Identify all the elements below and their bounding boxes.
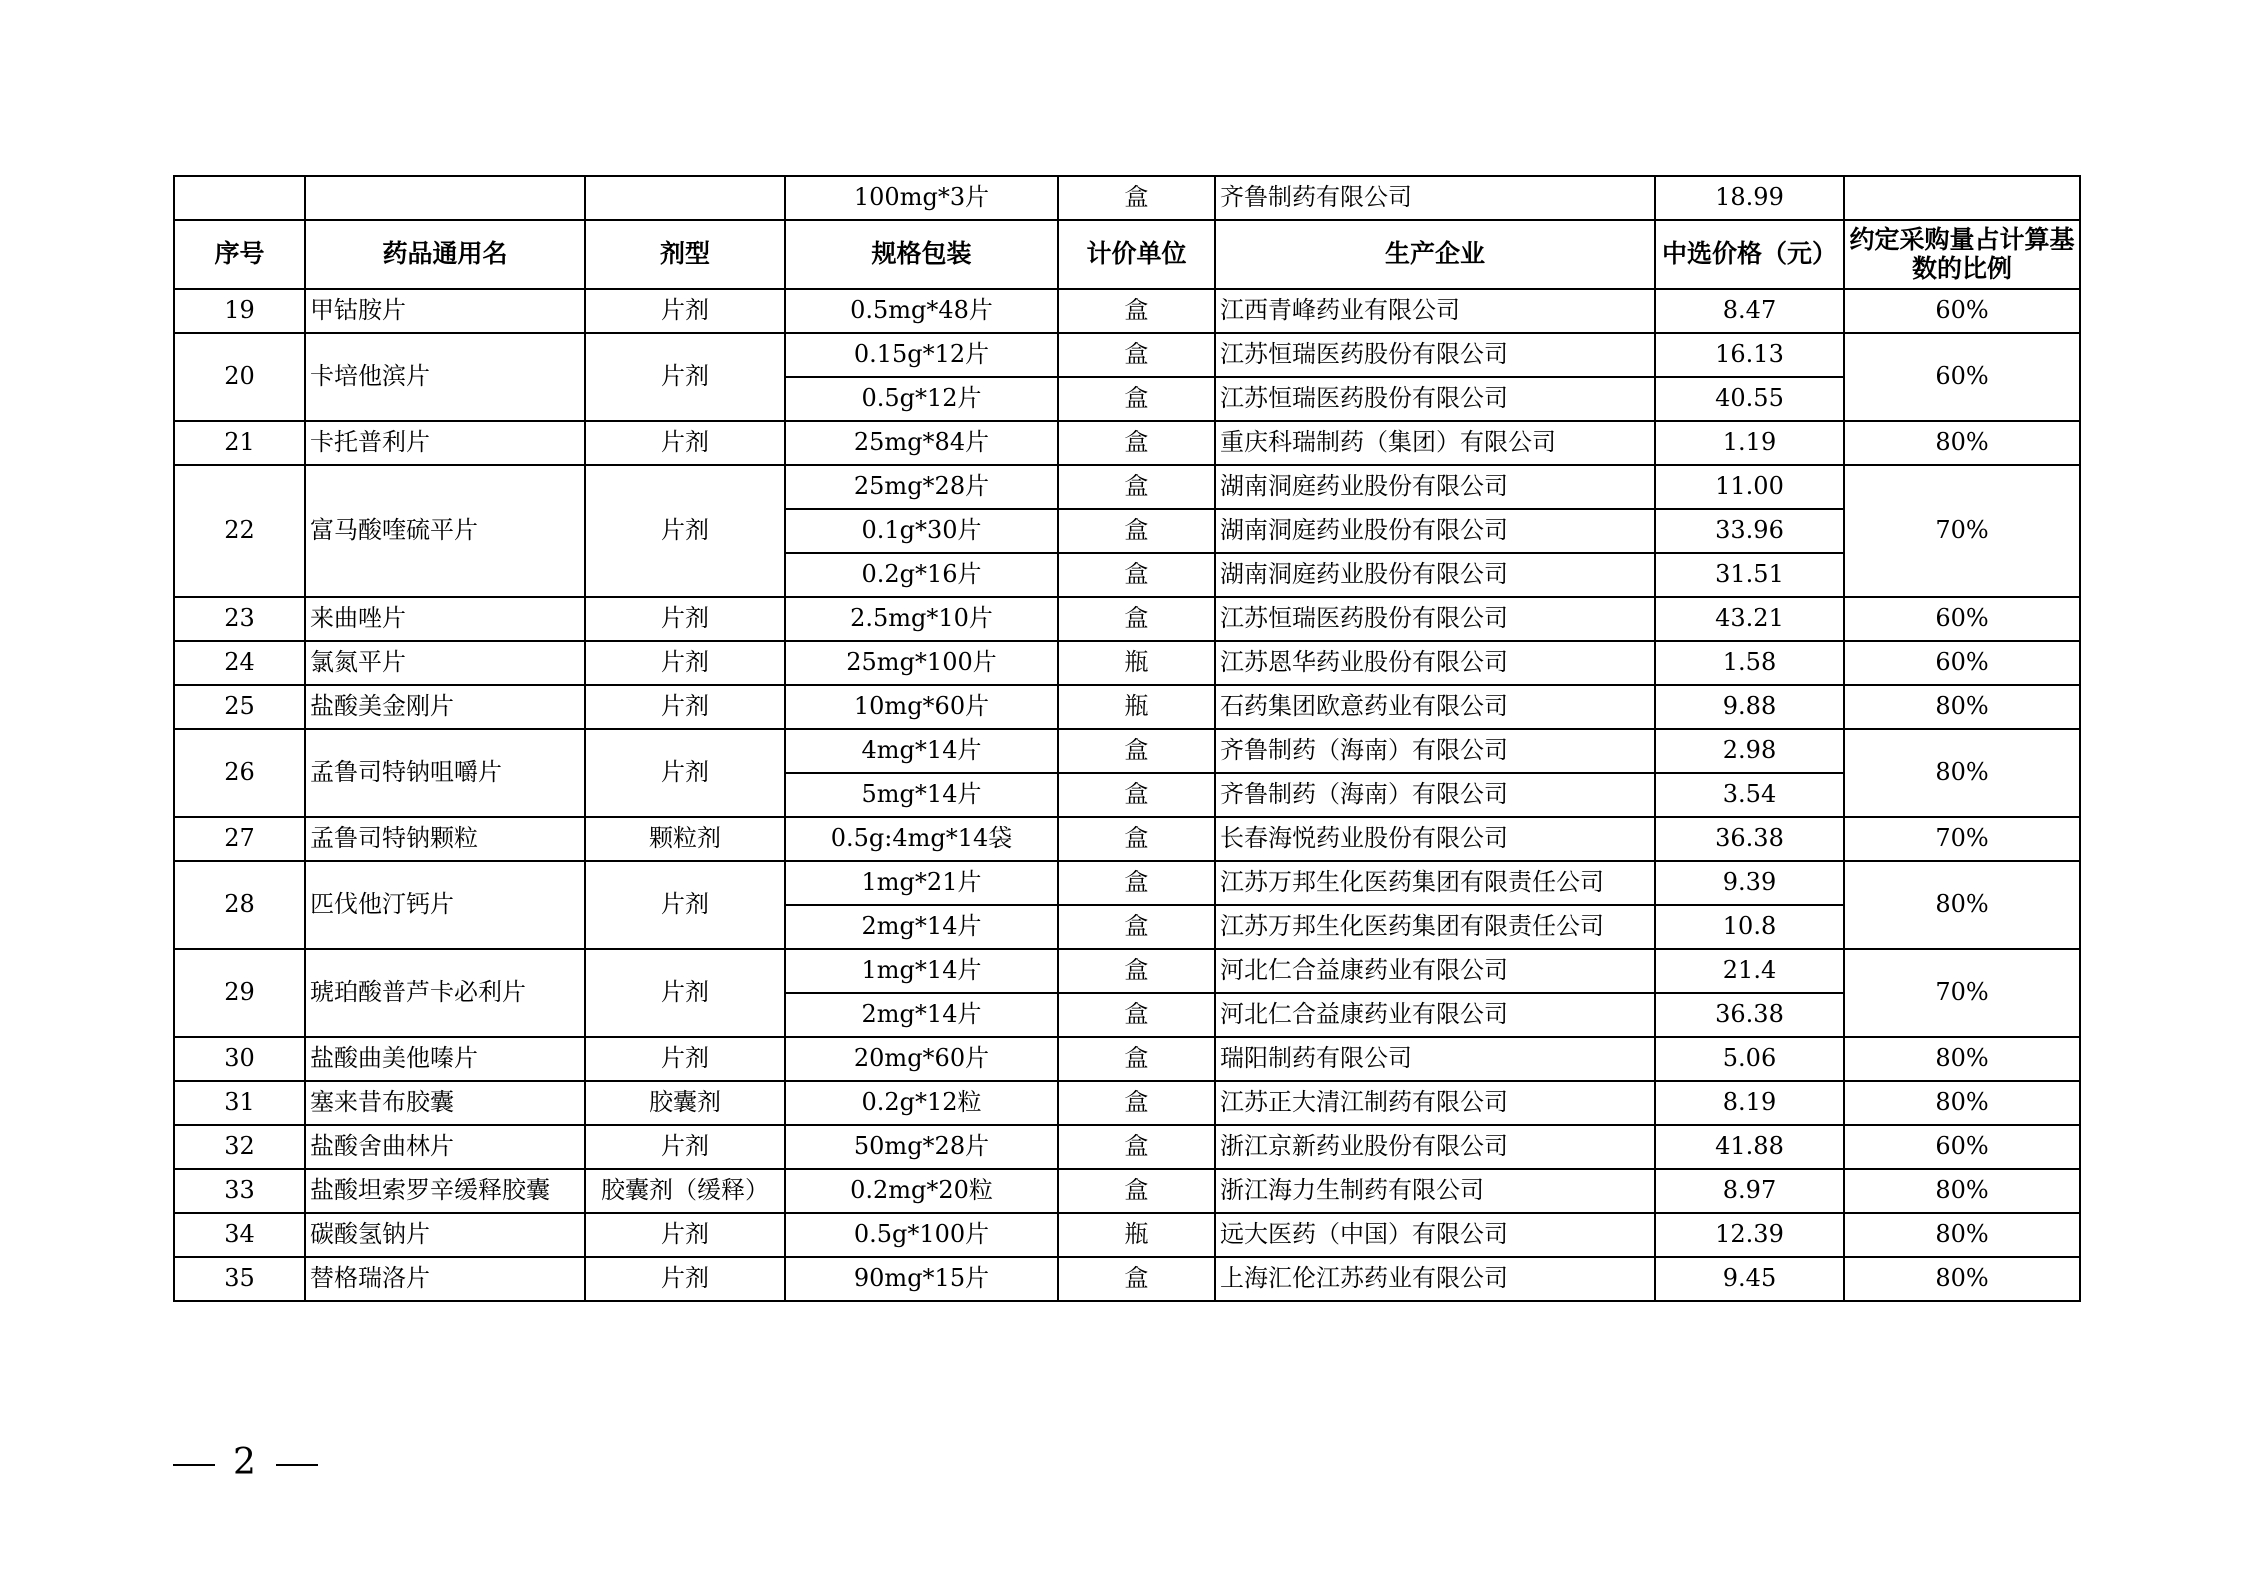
header-company: 生产企业 <box>1215 220 1655 289</box>
cell-unit: 瓶 <box>1058 1213 1215 1257</box>
cell-price: 9.45 <box>1655 1257 1844 1301</box>
table-row <box>174 465 2080 509</box>
cell-no: 34 <box>174 1213 305 1257</box>
cell-company: 湖南洞庭药业股份有限公司 <box>1215 465 1655 509</box>
cell-no <box>174 176 305 220</box>
cell-spec: 5mg*14片 <box>785 773 1058 817</box>
table-row <box>174 421 2080 465</box>
cell-name: 孟鲁司特钠咀嚼片 <box>305 729 585 817</box>
cell-price: 36.38 <box>1655 817 1844 861</box>
cell-unit: 瓶 <box>1058 641 1215 685</box>
cell-name: 塞来昔布胶囊 <box>305 1081 585 1125</box>
cell-name: 卡培他滨片 <box>305 333 585 421</box>
cell-spec: 0.2mg*20粒 <box>785 1169 1058 1213</box>
cell-unit: 盒 <box>1058 176 1215 220</box>
cell-price: 31.51 <box>1655 553 1844 597</box>
cell-unit: 盒 <box>1058 1037 1215 1081</box>
header-form: 剂型 <box>585 220 785 289</box>
page-footer <box>173 1442 318 1483</box>
cell-company: 江苏正大清江制药有限公司 <box>1215 1081 1655 1125</box>
cell-price: 11.00 <box>1655 465 1844 509</box>
cell-price: 12.39 <box>1655 1213 1844 1257</box>
table-row <box>174 817 2080 861</box>
cell-company: 浙江京新药业股份有限公司 <box>1215 1125 1655 1169</box>
cell-name: 盐酸曲美他嗪片 <box>305 1037 585 1081</box>
cell-spec: 25mg*100片 <box>785 641 1058 685</box>
header-row <box>174 220 2080 289</box>
cell-form <box>585 176 785 220</box>
cell-company: 江苏万邦生化医药集团有限责任公司 <box>1215 905 1655 949</box>
cell-company: 江苏恒瑞医药股份有限公司 <box>1215 377 1655 421</box>
cell-name: 孟鲁司特钠颗粒 <box>305 817 585 861</box>
cell-no: 31 <box>174 1081 305 1125</box>
cell-ratio: 80% <box>1844 729 2080 817</box>
cell-price: 41.88 <box>1655 1125 1844 1169</box>
cell-spec: 0.2g*12粒 <box>785 1081 1058 1125</box>
cell-unit: 盒 <box>1058 905 1215 949</box>
cell-ratio: 80% <box>1844 421 2080 465</box>
table-row <box>174 861 2080 905</box>
cell-spec: 2mg*14片 <box>785 993 1058 1037</box>
cell-price: 18.99 <box>1655 176 1844 220</box>
cell-price: 43.21 <box>1655 597 1844 641</box>
drug-procurement-table <box>173 175 2081 1302</box>
cell-price: 5.06 <box>1655 1037 1844 1081</box>
cell-form: 片剂 <box>585 1213 785 1257</box>
footer-dash-left <box>173 1464 215 1466</box>
cell-name <box>305 176 585 220</box>
cell-price: 9.88 <box>1655 685 1844 729</box>
cell-form: 胶囊剂 <box>585 1081 785 1125</box>
cell-no: 20 <box>174 333 305 421</box>
table-row <box>174 597 2080 641</box>
cell-company: 湖南洞庭药业股份有限公司 <box>1215 509 1655 553</box>
cell-company: 远大医药（中国）有限公司 <box>1215 1213 1655 1257</box>
cell-spec: 0.2g*16片 <box>785 553 1058 597</box>
cell-spec: 2.5mg*10片 <box>785 597 1058 641</box>
cell-spec: 25mg*84片 <box>785 421 1058 465</box>
cell-company: 河北仁合益康药业有限公司 <box>1215 949 1655 993</box>
cell-spec: 0.5g:4mg*14袋 <box>785 817 1058 861</box>
table-row <box>174 685 2080 729</box>
cell-no: 22 <box>174 465 305 597</box>
cell-no: 32 <box>174 1125 305 1169</box>
cell-unit: 盒 <box>1058 861 1215 905</box>
cell-form: 颗粒剂 <box>585 817 785 861</box>
cell-form: 片剂 <box>585 949 785 1037</box>
cell-no: 28 <box>174 861 305 949</box>
table-row <box>174 333 2080 377</box>
cell-unit: 盒 <box>1058 597 1215 641</box>
cell-spec: 2mg*14片 <box>785 905 1058 949</box>
cell-name: 氯氮平片 <box>305 641 585 685</box>
cell-unit: 盒 <box>1058 289 1215 333</box>
cell-company: 江苏恩华药业股份有限公司 <box>1215 641 1655 685</box>
cell-company: 江苏恒瑞医药股份有限公司 <box>1215 597 1655 641</box>
cell-spec: 0.1g*30片 <box>785 509 1058 553</box>
cell-price: 8.97 <box>1655 1169 1844 1213</box>
table-row <box>174 1037 2080 1081</box>
cell-price: 1.19 <box>1655 421 1844 465</box>
cell-company: 重庆科瑞制药（集团）有限公司 <box>1215 421 1655 465</box>
cell-ratio: 60% <box>1844 597 2080 641</box>
cell-form: 片剂 <box>585 861 785 949</box>
cell-price: 10.8 <box>1655 905 1844 949</box>
cell-unit: 瓶 <box>1058 685 1215 729</box>
header-ratio: 约定采购量占计算基数的比例 <box>1844 220 2080 289</box>
cell-ratio: 80% <box>1844 1169 2080 1213</box>
cell-name: 来曲唑片 <box>305 597 585 641</box>
cell-price: 40.55 <box>1655 377 1844 421</box>
cell-ratio: 80% <box>1844 1257 2080 1301</box>
cell-ratio: 60% <box>1844 333 2080 421</box>
cell-price: 8.19 <box>1655 1081 1844 1125</box>
cell-price: 3.54 <box>1655 773 1844 817</box>
cell-form: 片剂 <box>585 641 785 685</box>
cell-company: 齐鲁制药（海南）有限公司 <box>1215 729 1655 773</box>
cell-price: 36.38 <box>1655 993 1844 1037</box>
cell-ratio: 80% <box>1844 1081 2080 1125</box>
table-row <box>174 1169 2080 1213</box>
cell-price: 9.39 <box>1655 861 1844 905</box>
cell-company: 瑞阳制药有限公司 <box>1215 1037 1655 1081</box>
cell-spec: 100mg*3片 <box>785 176 1058 220</box>
cell-unit: 盒 <box>1058 1125 1215 1169</box>
cell-company: 上海汇伦江苏药业有限公司 <box>1215 1257 1655 1301</box>
cell-name: 盐酸美金刚片 <box>305 685 585 729</box>
cell-spec: 1mg*14片 <box>785 949 1058 993</box>
cell-spec: 20mg*60片 <box>785 1037 1058 1081</box>
table-row <box>174 729 2080 773</box>
cell-no: 35 <box>174 1257 305 1301</box>
cell-unit: 盒 <box>1058 333 1215 377</box>
cell-no: 26 <box>174 729 305 817</box>
cell-price: 21.4 <box>1655 949 1844 993</box>
table-row <box>174 1081 2080 1125</box>
cell-form: 胶囊剂（缓释） <box>585 1169 785 1213</box>
cell-unit: 盒 <box>1058 421 1215 465</box>
cell-unit: 盒 <box>1058 1257 1215 1301</box>
table-row <box>174 1213 2080 1257</box>
cell-no: 23 <box>174 597 305 641</box>
cell-ratio: 80% <box>1844 685 2080 729</box>
cell-form: 片剂 <box>585 289 785 333</box>
cell-no: 30 <box>174 1037 305 1081</box>
cell-unit: 盒 <box>1058 1081 1215 1125</box>
cell-form: 片剂 <box>585 465 785 597</box>
cell-spec: 0.5g*12片 <box>785 377 1058 421</box>
cell-form: 片剂 <box>585 685 785 729</box>
cell-ratio: 70% <box>1844 465 2080 597</box>
cell-name: 匹伐他汀钙片 <box>305 861 585 949</box>
cell-unit: 盒 <box>1058 509 1215 553</box>
cell-ratio: 70% <box>1844 817 2080 861</box>
table-row <box>174 949 2080 993</box>
cell-name: 盐酸坦索罗辛缓释胶囊 <box>305 1169 585 1213</box>
cell-unit: 盒 <box>1058 729 1215 773</box>
cell-price: 33.96 <box>1655 509 1844 553</box>
cell-company: 齐鲁制药有限公司 <box>1215 176 1655 220</box>
cell-form: 片剂 <box>585 1037 785 1081</box>
cell-company: 江西青峰药业有限公司 <box>1215 289 1655 333</box>
cell-company: 长春海悦药业股份有限公司 <box>1215 817 1655 861</box>
cell-ratio: 60% <box>1844 641 2080 685</box>
cell-unit: 盒 <box>1058 1169 1215 1213</box>
cell-company: 江苏万邦生化医药集团有限责任公司 <box>1215 861 1655 905</box>
cell-spec: 90mg*15片 <box>785 1257 1058 1301</box>
cell-price: 8.47 <box>1655 289 1844 333</box>
header-price: 中选价格（元） <box>1655 220 1844 289</box>
cell-company: 齐鲁制药（海南）有限公司 <box>1215 773 1655 817</box>
table-row <box>174 1125 2080 1169</box>
cell-unit: 盒 <box>1058 553 1215 597</box>
cell-price: 16.13 <box>1655 333 1844 377</box>
cell-name: 甲钴胺片 <box>305 289 585 333</box>
cell-spec: 0.5mg*48片 <box>785 289 1058 333</box>
cell-company: 河北仁合益康药业有限公司 <box>1215 993 1655 1037</box>
cell-spec: 10mg*60片 <box>785 685 1058 729</box>
continuation-row <box>174 176 2080 220</box>
table-row <box>174 641 2080 685</box>
cell-ratio <box>1844 176 2080 220</box>
cell-spec: 1mg*21片 <box>785 861 1058 905</box>
cell-form: 片剂 <box>585 333 785 421</box>
cell-form: 片剂 <box>585 1257 785 1301</box>
table-row <box>174 1257 2080 1301</box>
cell-name: 碳酸氢钠片 <box>305 1213 585 1257</box>
header-unit: 计价单位 <box>1058 220 1215 289</box>
cell-ratio: 80% <box>1844 1213 2080 1257</box>
cell-ratio: 60% <box>1844 1125 2080 1169</box>
cell-no: 29 <box>174 949 305 1037</box>
header-no: 序号 <box>174 220 305 289</box>
cell-name: 盐酸舍曲林片 <box>305 1125 585 1169</box>
cell-unit: 盒 <box>1058 377 1215 421</box>
table-row <box>174 289 2080 333</box>
cell-no: 24 <box>174 641 305 685</box>
cell-unit: 盒 <box>1058 993 1215 1037</box>
cell-company: 浙江海力生制药有限公司 <box>1215 1169 1655 1213</box>
cell-name: 富马酸喹硫平片 <box>305 465 585 597</box>
cell-spec: 4mg*14片 <box>785 729 1058 773</box>
cell-unit: 盒 <box>1058 949 1215 993</box>
cell-price: 1.58 <box>1655 641 1844 685</box>
cell-ratio: 60% <box>1844 289 2080 333</box>
cell-price: 2.98 <box>1655 729 1844 773</box>
cell-no: 27 <box>174 817 305 861</box>
cell-no: 21 <box>174 421 305 465</box>
cell-form: 片剂 <box>585 597 785 641</box>
cell-company: 湖南洞庭药业股份有限公司 <box>1215 553 1655 597</box>
page-number: 2 <box>233 1442 258 1483</box>
cell-company: 石药集团欧意药业有限公司 <box>1215 685 1655 729</box>
cell-form: 片剂 <box>585 729 785 817</box>
cell-spec: 50mg*28片 <box>785 1125 1058 1169</box>
cell-company: 江苏恒瑞医药股份有限公司 <box>1215 333 1655 377</box>
cell-unit: 盒 <box>1058 817 1215 861</box>
cell-no: 33 <box>174 1169 305 1213</box>
cell-name: 卡托普利片 <box>305 421 585 465</box>
cell-spec: 25mg*28片 <box>785 465 1058 509</box>
cell-name: 替格瑞洛片 <box>305 1257 585 1301</box>
cell-no: 25 <box>174 685 305 729</box>
cell-name: 琥珀酸普芦卡必利片 <box>305 949 585 1037</box>
cell-ratio: 80% <box>1844 861 2080 949</box>
cell-no: 19 <box>174 289 305 333</box>
header-spec: 规格包装 <box>785 220 1058 289</box>
cell-unit: 盒 <box>1058 465 1215 509</box>
cell-form: 片剂 <box>585 421 785 465</box>
cell-spec: 0.5g*100片 <box>785 1213 1058 1257</box>
cell-ratio: 70% <box>1844 949 2080 1037</box>
cell-unit: 盒 <box>1058 773 1215 817</box>
footer-dash-right <box>276 1464 318 1466</box>
cell-ratio: 80% <box>1844 1037 2080 1081</box>
cell-spec: 0.15g*12片 <box>785 333 1058 377</box>
cell-form: 片剂 <box>585 1125 785 1169</box>
header-name: 药品通用名 <box>305 220 585 289</box>
table-body <box>174 176 2080 1301</box>
